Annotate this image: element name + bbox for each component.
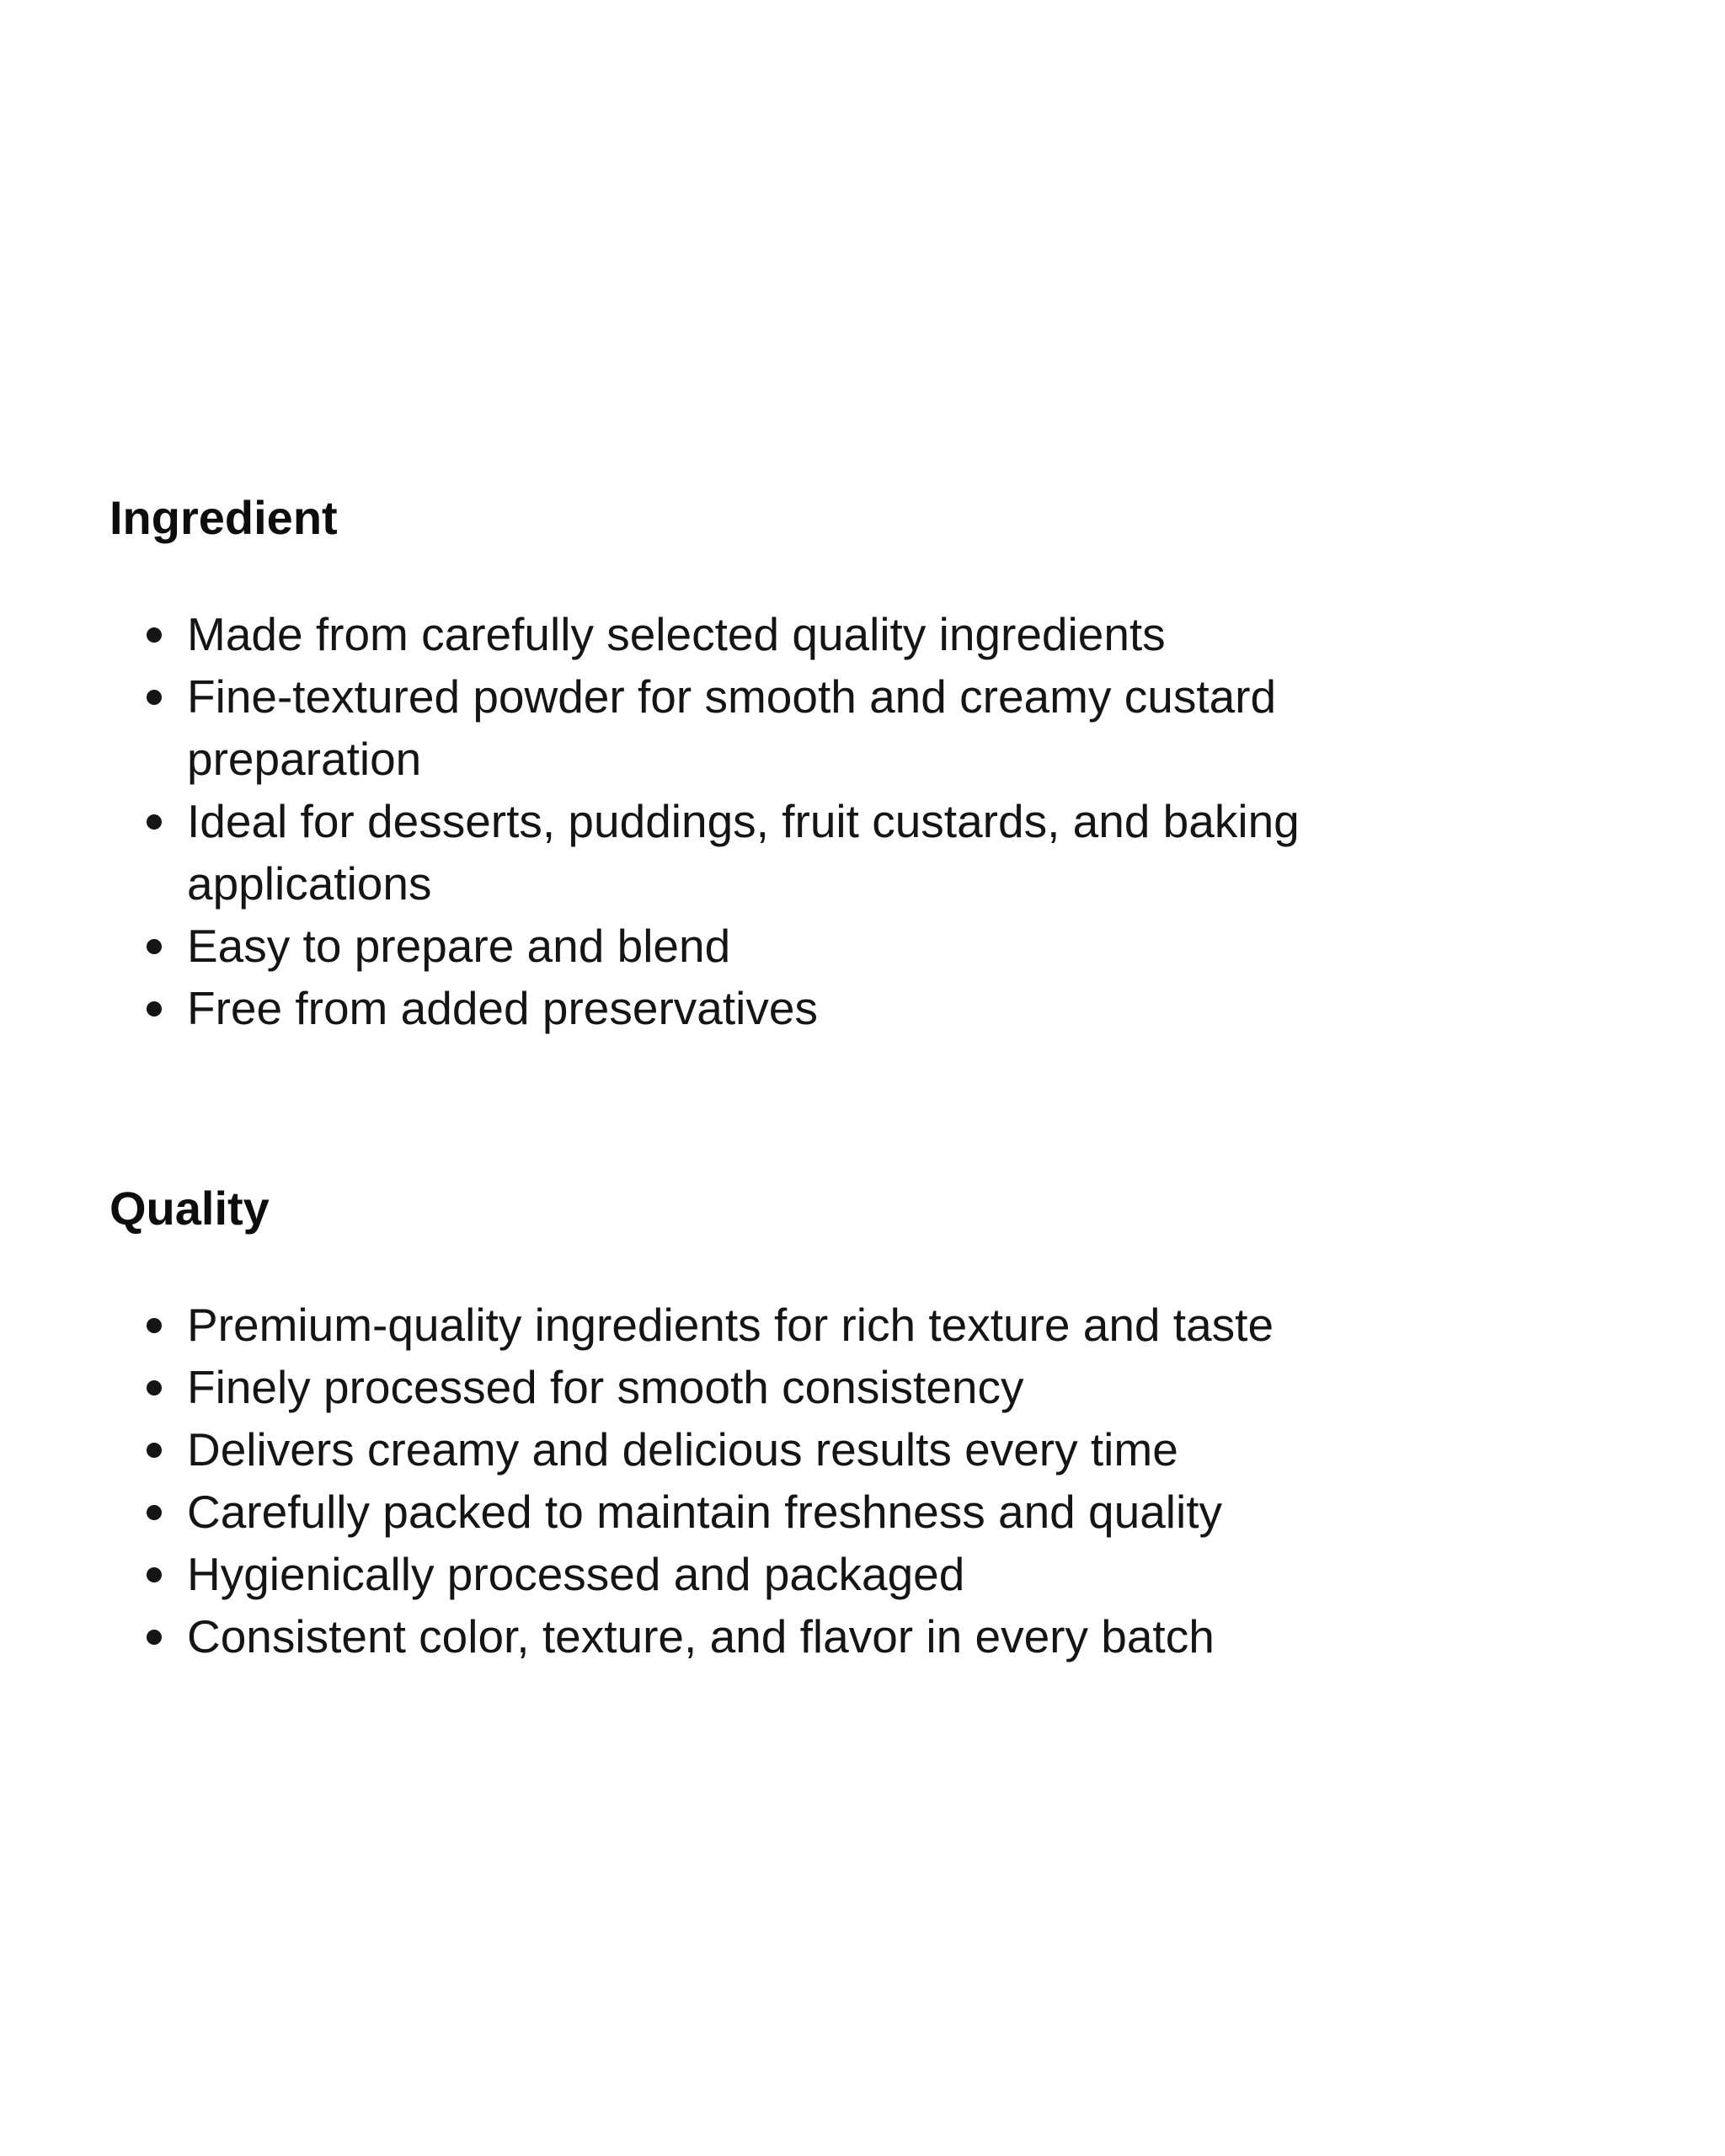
- bullet-icon: [147, 1443, 162, 1458]
- bullet-icon: [147, 1505, 162, 1520]
- ingredient-list: [109, 603, 1626, 1039]
- ingredient-list-item: [109, 603, 1501, 665]
- ingredient-list-item: [109, 915, 1501, 977]
- quality-list: [109, 1294, 1626, 1668]
- list-item-text: Easy to prepare and blend: [187, 920, 731, 972]
- list-item-text: Delivers creamy and delicious results every time: [187, 1423, 1178, 1476]
- ingredient-list-item: [109, 977, 1501, 1039]
- list-item-text: Made from carefully selected quality ingredients: [187, 608, 1166, 660]
- bullet-icon: [147, 1380, 162, 1396]
- list-item-text: Hygienically processed and packaged: [187, 1548, 965, 1600]
- quality-list-item: [109, 1294, 1501, 1356]
- list-item-text: Consistent color, texture, and flavor in every batch: [187, 1610, 1215, 1662]
- bullet-icon: [147, 939, 162, 954]
- bullet-icon: [147, 1567, 162, 1582]
- quality-list-item: [109, 1356, 1501, 1418]
- ingredient-list-item: [109, 790, 1501, 915]
- list-item-text: Ideal for desserts, puddings, fruit custards, and baking applications: [187, 795, 1300, 910]
- ingredient-list-item: [109, 665, 1501, 790]
- bullet-icon: [147, 814, 162, 830]
- list-item-text: Finely processed for smooth consistency: [187, 1361, 1024, 1413]
- list-item-text: Carefully packed to maintain freshness and quality: [187, 1486, 1223, 1538]
- list-item-text: Premium-quality ingredients for rich texture and taste: [187, 1299, 1274, 1351]
- quality-list-item: [109, 1481, 1501, 1543]
- bullet-icon: [147, 1318, 162, 1333]
- ingredient-section: [109, 480, 1626, 1039]
- list-item-text: Fine-textured powder for smooth and creamy custard preparation: [187, 670, 1277, 785]
- quality-heading: Quality: [109, 1182, 270, 1235]
- ingredient-heading: Ingredient: [109, 491, 338, 544]
- bullet-icon: [147, 690, 162, 705]
- bullet-icon: [147, 627, 162, 643]
- quality-list-item: [109, 1605, 1501, 1668]
- quality-list-item: [109, 1543, 1501, 1605]
- bullet-icon: [147, 1630, 162, 1645]
- quality-list-item: [109, 1418, 1501, 1481]
- bullet-icon: [147, 1001, 162, 1017]
- list-item-text: Free from added preservatives: [187, 982, 818, 1034]
- quality-section: [109, 1171, 1626, 1668]
